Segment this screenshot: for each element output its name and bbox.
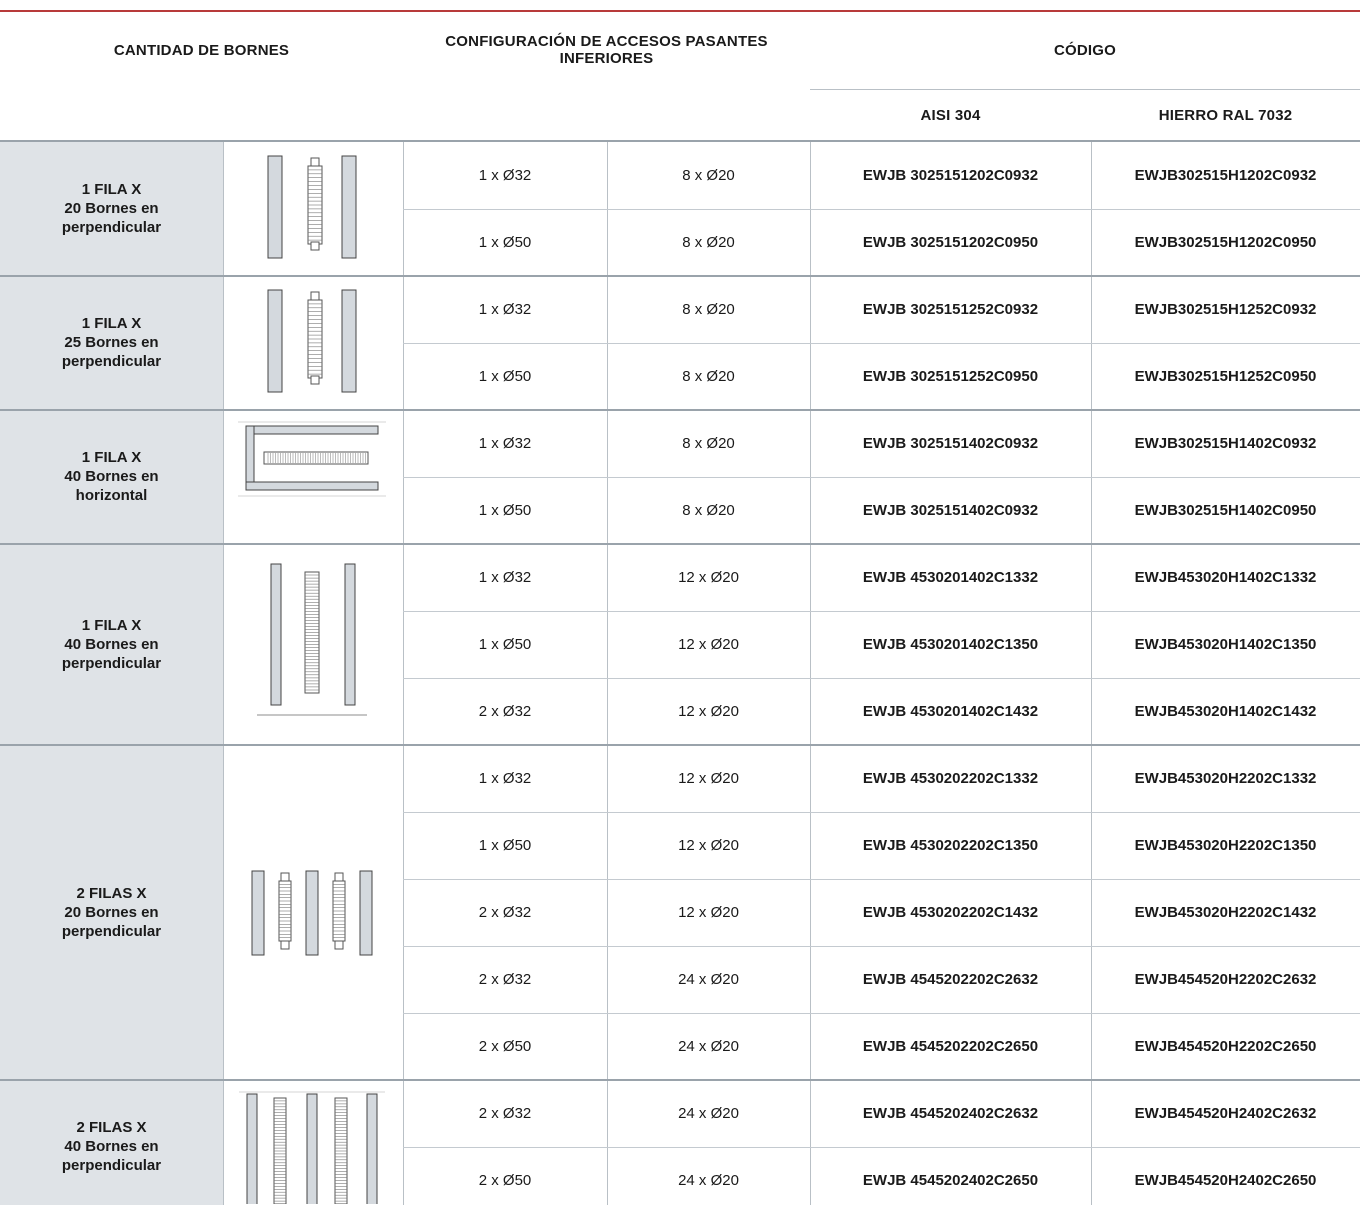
code-hierro-ral-7032: EWJB453020H1402C1432 [1134,702,1317,720]
code-hierro-ral-7032: EWJB302515H1402C0932 [1134,434,1317,452]
group-label [0,180,223,237]
code-hierro-ral-7032: EWJB454520H2202C2632 [1134,970,1317,988]
header-configuracion [403,33,810,67]
group-label-line: 40 Bornes en [64,468,159,485]
header-codigo: CÓDIGO [1053,42,1117,59]
group-divider [0,1079,1360,1081]
code-hierro-ral-7032: EWJB454520H2402C2650 [1134,1171,1317,1189]
code-aisi-304: EWJB 3025151402C0932 [862,501,1039,519]
cable-entry-large: 2 x Ø50 [478,1037,532,1055]
row-divider [403,946,1360,947]
cable-entry-large: 1 x Ø32 [478,166,532,184]
group-label [0,1118,223,1175]
code-aisi-304: EWJB 4545202402C2650 [862,1171,1039,1189]
group-divider [0,409,1360,411]
group-label-line: horizontal [75,487,148,504]
cable-entry-large: 1 x Ø32 [478,769,532,787]
code-aisi-304: EWJB 3025151252C0932 [862,300,1039,318]
terminal-block-vertical-1-row-icon [248,152,378,266]
cable-entry-large: 2 x Ø32 [478,970,532,988]
group-label-line: 20 Bornes en [64,200,159,217]
code-hierro-ral-7032: EWJB302515H1202C0932 [1134,166,1317,184]
terminal-block-horizontal-icon [238,420,388,534]
group-label-line: 2 FILAS X [76,1119,147,1136]
group-label-line: 40 Bornes en [64,1138,159,1155]
code-hierro-ral-7032: EWJB453020H1402C1350 [1134,635,1317,653]
terminal-block-vertical-2-rows-long-icon [239,1090,387,1204]
row-divider [403,343,1360,344]
cable-entry-small: 12 x Ø20 [678,903,739,921]
group-label-line: perpendicular [61,1157,162,1174]
cable-entry-small: 24 x Ø20 [678,1171,739,1189]
code-hierro-ral-7032: EWJB302515H1252C0950 [1134,367,1317,385]
cable-entry-large: 1 x Ø50 [478,501,532,519]
row-divider [403,611,1360,612]
code-aisi-304: EWJB 3025151402C0932 [862,434,1039,452]
cable-entry-large: 1 x Ø32 [478,300,532,318]
group-label-line: 1 FILA X [81,616,142,634]
row-divider [403,209,1360,210]
code-aisi-304: EWJB 3025151202C0932 [862,166,1039,184]
terminal-block-vertical-long-icon [257,554,369,735]
cable-entry-large: 2 x Ø32 [478,903,532,921]
cable-entry-small: 8 x Ø20 [682,233,735,251]
code-hierro-ral-7032: EWJB454520H2202C2650 [1134,1037,1317,1055]
code-hierro-ral-7032: EWJB453020H2202C1350 [1134,836,1317,854]
cable-entry-large: 1 x Ø32 [478,568,532,586]
row-divider [403,1013,1360,1014]
code-aisi-304: EWJB 4530202202C1432 [862,903,1039,921]
cable-entry-large: 1 x Ø32 [478,434,532,452]
row-divider [403,1147,1360,1148]
cable-entry-large: 2 x Ø32 [478,702,532,720]
code-aisi-304: EWJB 4530202202C1350 [862,836,1039,854]
cable-entry-large: 1 x Ø50 [478,233,532,251]
row-divider [403,879,1360,880]
cable-entry-small: 24 x Ø20 [678,1037,739,1055]
header-cantidad-bornes: CANTIDAD DE BORNES [113,42,290,59]
group-label-line: 1 FILA X [81,315,142,332]
group-label-line: perpendicular [61,654,162,672]
code-aisi-304: EWJB 4530201402C1350 [862,635,1039,653]
group-label-line: 20 Bornes en [64,903,159,921]
cable-entry-large: 1 x Ø50 [478,367,532,385]
group-label-line: 25 Bornes en [64,334,159,351]
code-aisi-304: EWJB 4530201402C1332 [862,568,1039,586]
code-hierro-ral-7032: EWJB453020H2202C1332 [1134,769,1317,787]
group-label-line: perpendicular [61,219,162,236]
group-divider [0,543,1360,545]
cable-entry-small: 8 x Ø20 [682,166,735,184]
code-aisi-304: EWJB 4530202202C1332 [862,769,1039,787]
group-label-line: 1 FILA X [81,181,142,198]
code-aisi-304: EWJB 3025151202C0950 [862,233,1039,251]
header-hierro-ral: HIERRO RAL 7032 [1158,107,1293,124]
cable-entry-small: 8 x Ø20 [682,300,735,318]
code-hierro-ral-7032: EWJB454520H2402C2632 [1134,1104,1317,1122]
row-divider [403,477,1360,478]
cable-entry-small: 12 x Ø20 [678,568,739,586]
code-aisi-304: EWJB 4545202402C2632 [862,1104,1039,1122]
code-hierro-ral-7032: EWJB453020H2202C1432 [1134,903,1317,921]
code-aisi-304: EWJB 4545202202C2650 [862,1037,1039,1055]
cable-entry-small: 8 x Ø20 [682,367,735,385]
header-sub-divider [810,89,1360,90]
group-label-line: 1 FILA X [81,449,142,466]
code-aisi-304: EWJB 4530201402C1432 [862,702,1039,720]
group-label-line: perpendicular [61,353,162,370]
group-label [0,448,223,505]
header-configuracion-line2: INFERIORES [559,50,654,67]
terminal-block-vertical-1-row-icon [248,286,378,400]
top-red-rule [0,10,1360,12]
code-aisi-304: EWJB 3025151252C0950 [862,367,1039,385]
cable-entry-small: 12 x Ø20 [678,836,739,854]
cable-entry-small: 24 x Ø20 [678,970,739,988]
code-aisi-304: EWJB 4545202202C2632 [862,970,1039,988]
group-label [0,884,223,941]
cable-entry-small: 12 x Ø20 [678,635,739,653]
group-divider [0,275,1360,277]
group-divider [0,744,1360,746]
terminal-block-vertical-2-rows-icon [248,867,378,959]
row-divider [403,812,1360,813]
group-label [0,314,223,371]
cable-entry-small: 24 x Ø20 [678,1104,739,1122]
row-divider [403,678,1360,679]
cable-entry-large: 1 x Ø50 [478,635,532,653]
group-label [0,616,223,673]
cable-entry-large: 1 x Ø50 [478,836,532,854]
code-hierro-ral-7032: EWJB302515H1252C0932 [1134,300,1317,318]
cable-entry-small: 12 x Ø20 [678,769,739,787]
label-column-background [0,142,223,1205]
code-hierro-ral-7032: EWJB302515H1402C0950 [1134,501,1317,519]
cable-entry-large: 2 x Ø50 [478,1171,532,1189]
code-hierro-ral-7032: EWJB453020H1402C1332 [1134,568,1317,586]
group-label-line: 2 FILAS X [76,884,147,902]
group-label-line: 40 Bornes en [64,635,159,653]
group-label-line: perpendicular [61,922,162,940]
cable-entry-large: 2 x Ø32 [478,1104,532,1122]
header-configuracion-line1: CONFIGURACIÓN DE ACCESOS PASANTES [445,33,768,50]
code-hierro-ral-7032: EWJB302515H1202C0950 [1134,233,1317,251]
cable-entry-small: 8 x Ø20 [682,501,735,519]
cable-entry-small: 12 x Ø20 [678,702,739,720]
column-divider [223,142,224,1205]
cable-entry-small: 8 x Ø20 [682,434,735,452]
header-aisi-304: AISI 304 [920,107,981,124]
